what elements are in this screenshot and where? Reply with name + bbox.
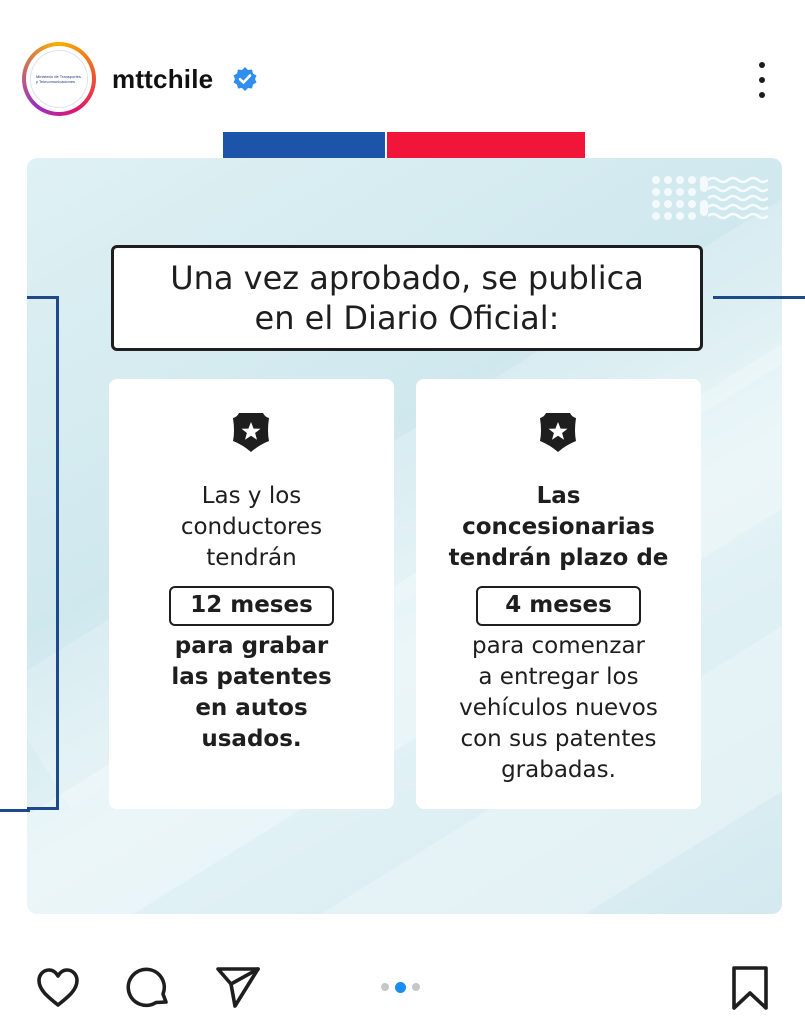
avatar-logo-inner (30, 50, 88, 108)
card-pre-text (416, 481, 701, 574)
flag-stripe-red (387, 132, 585, 158)
card-line: a entregar los (478, 664, 639, 690)
card-line: concesionarias (462, 514, 655, 540)
headline-box (111, 245, 703, 351)
info-card-drivers (109, 379, 394, 809)
card-pre-text (109, 481, 394, 574)
card-line: en autos (195, 695, 308, 721)
decorative-dots-icon (652, 176, 710, 220)
highlight-duration: 12 meses (169, 586, 334, 626)
card-line: grabadas. (501, 757, 616, 783)
decorative-line-left (27, 296, 59, 810)
card-line: vehículos nuevos (459, 695, 658, 721)
username[interactable]: mttchile (112, 64, 214, 94)
carousel-dot[interactable] (412, 983, 420, 991)
card-line: tendrán (206, 545, 297, 571)
card-line: para grabar (174, 633, 329, 659)
highlight-duration: 4 meses (476, 586, 641, 626)
heart-icon[interactable] (34, 964, 82, 1012)
post-actions (0, 958, 805, 1018)
more-vertical-icon-dot (759, 62, 765, 68)
carousel-indicator (381, 982, 427, 992)
send-icon[interactable] (214, 964, 262, 1012)
decorative-waves-icon (708, 176, 768, 220)
card-line: para comenzar (471, 633, 646, 659)
post-image[interactable] (27, 158, 782, 914)
avatar[interactable] (22, 42, 96, 116)
card-line: las patentes (171, 664, 332, 690)
comment-icon[interactable] (125, 964, 173, 1012)
headline-line-2: en el Diario Oficial: (254, 299, 560, 337)
info-card-dealers (416, 379, 701, 809)
flag-stripe-blue (223, 132, 385, 158)
police-badge-icon (231, 411, 271, 453)
headline (170, 258, 644, 338)
card-line: Las (536, 483, 581, 509)
carousel-dot-active[interactable] (395, 982, 406, 993)
more-vertical-icon-dot (759, 92, 765, 98)
decorative-line-right (713, 296, 782, 299)
card-line: con sus patentes (460, 726, 657, 752)
card-line: Las y los (201, 483, 302, 509)
police-badge-icon (538, 411, 578, 453)
avatar-text: Ministerio de Transportes y Telecomunicaciones (36, 74, 81, 84)
card-line: usados. (201, 726, 302, 752)
avatar-logo (26, 46, 92, 112)
post-header (0, 30, 805, 130)
headline-line-1: Una vez aprobado, se publica (170, 259, 644, 297)
decorative-line-left-tail (0, 809, 30, 812)
bookmark-icon[interactable] (726, 964, 774, 1012)
more-vertical-icon-dot (759, 77, 765, 83)
card-post-text (109, 631, 394, 755)
decorative-line-right-tail (782, 296, 805, 299)
card-line: tendrán plazo de (448, 545, 669, 571)
carousel-dot[interactable] (381, 983, 389, 991)
verified-badge-icon (232, 66, 258, 92)
card-line: conductores (180, 514, 323, 540)
more-options-button[interactable] (750, 62, 774, 98)
card-post-text (416, 631, 701, 786)
